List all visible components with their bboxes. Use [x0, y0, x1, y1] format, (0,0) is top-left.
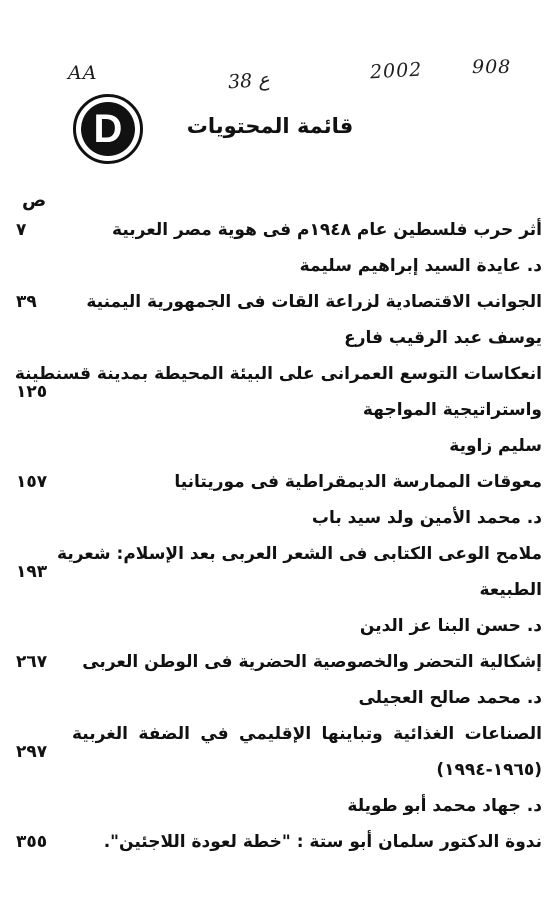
entry-page-number: ٧	[16, 220, 27, 240]
toc-entry-author	[16, 500, 542, 536]
entry-title: ندوة الدكتور سلمان أبو ستة : "خطة لعودة اللاجئين".	[103, 832, 542, 852]
handwritten-note: 38 ع	[227, 68, 271, 94]
page-title: قائمة المحتويات	[186, 114, 354, 138]
toc-entry-title	[16, 212, 542, 248]
toc-entry-author	[16, 608, 542, 644]
entry-author: سليم زاوية	[449, 436, 542, 456]
entry-title: الجوانب الاقتصادية لزراعة القات فى الجمهورية اليمنية	[86, 292, 542, 312]
entry-title-line: الطبيعة	[479, 580, 542, 600]
entry-page-number: ٣٩	[16, 292, 37, 312]
entry-page-number: ٢٩٧	[16, 742, 48, 762]
toc-entry-title-continued	[16, 752, 542, 788]
entry-page-number: ١٩٣	[16, 562, 48, 582]
entry-title: الصناعات الغذائية وتباينها الإقليمي في الضفة الغربية	[72, 724, 542, 744]
toc-entry-title	[16, 644, 542, 680]
entry-title: ملامح الوعى الكتابى فى الشعر العربى بعد الإسلام: شعرية	[57, 544, 542, 564]
entry-author: د. عايدة السيد إبراهيم سليمة	[299, 256, 542, 276]
toc-entry-author	[16, 680, 542, 716]
stamp-letter: D	[81, 102, 135, 156]
handwritten-note: 2002	[369, 58, 423, 84]
entry-author: يوسف عبد الرقيب فارع	[344, 328, 542, 348]
entry-author: د. جهاد محمد أبو طويلة	[347, 796, 542, 816]
entry-title: انعكاسات التوسع العمرانى على البيئة المحيطة بمدينة قسنطينة	[14, 364, 542, 384]
page-column-label: ص	[22, 190, 47, 211]
toc-entry-author	[16, 320, 542, 356]
entry-title: أثر حرب فلسطين عام ١٩٤٨م فى هوية مصر العربية	[112, 220, 542, 240]
toc-entry-title	[16, 824, 542, 860]
toc-entry-title-continued	[16, 392, 542, 428]
toc-entry-title	[16, 536, 542, 582]
entry-author: د. محمد الأمين ولد سيد باب	[311, 508, 542, 528]
entry-page-number: ١٥٧	[16, 472, 48, 492]
toc-entry-author	[16, 248, 542, 284]
entry-author: د. حسن البنا عز الدين	[359, 616, 542, 636]
library-stamp	[73, 94, 143, 164]
entry-title: إشكالية التحضر والخصوصية الحضرية فى الوطن العربى	[82, 652, 542, 672]
handwritten-note: 908	[472, 56, 512, 78]
entry-page-number: ١٢٥	[16, 382, 48, 402]
toc-entry-title	[16, 716, 542, 762]
toc-entry-title	[14, 356, 542, 402]
entry-title: معوقات الممارسة الديمقراطية فى موريتانيا	[174, 472, 542, 492]
handwritten-note: AA	[68, 62, 98, 84]
toc-entry-author	[16, 428, 542, 464]
entry-page-number: ٣٥٥	[16, 832, 48, 852]
entry-page-number: ٢٦٧	[16, 652, 48, 672]
toc-entry-title	[16, 284, 542, 320]
toc-entry-title-continued	[16, 572, 542, 608]
toc-entry-author	[16, 788, 542, 824]
entry-author: د. محمد صالح العجيلى	[358, 688, 542, 708]
toc-entry-title	[16, 464, 542, 500]
entry-title-line: واستراتيجية المواجهة	[362, 400, 542, 420]
table-of-contents	[16, 212, 542, 860]
entry-title-line: (١٩٦٥-١٩٩٤)	[436, 760, 542, 780]
